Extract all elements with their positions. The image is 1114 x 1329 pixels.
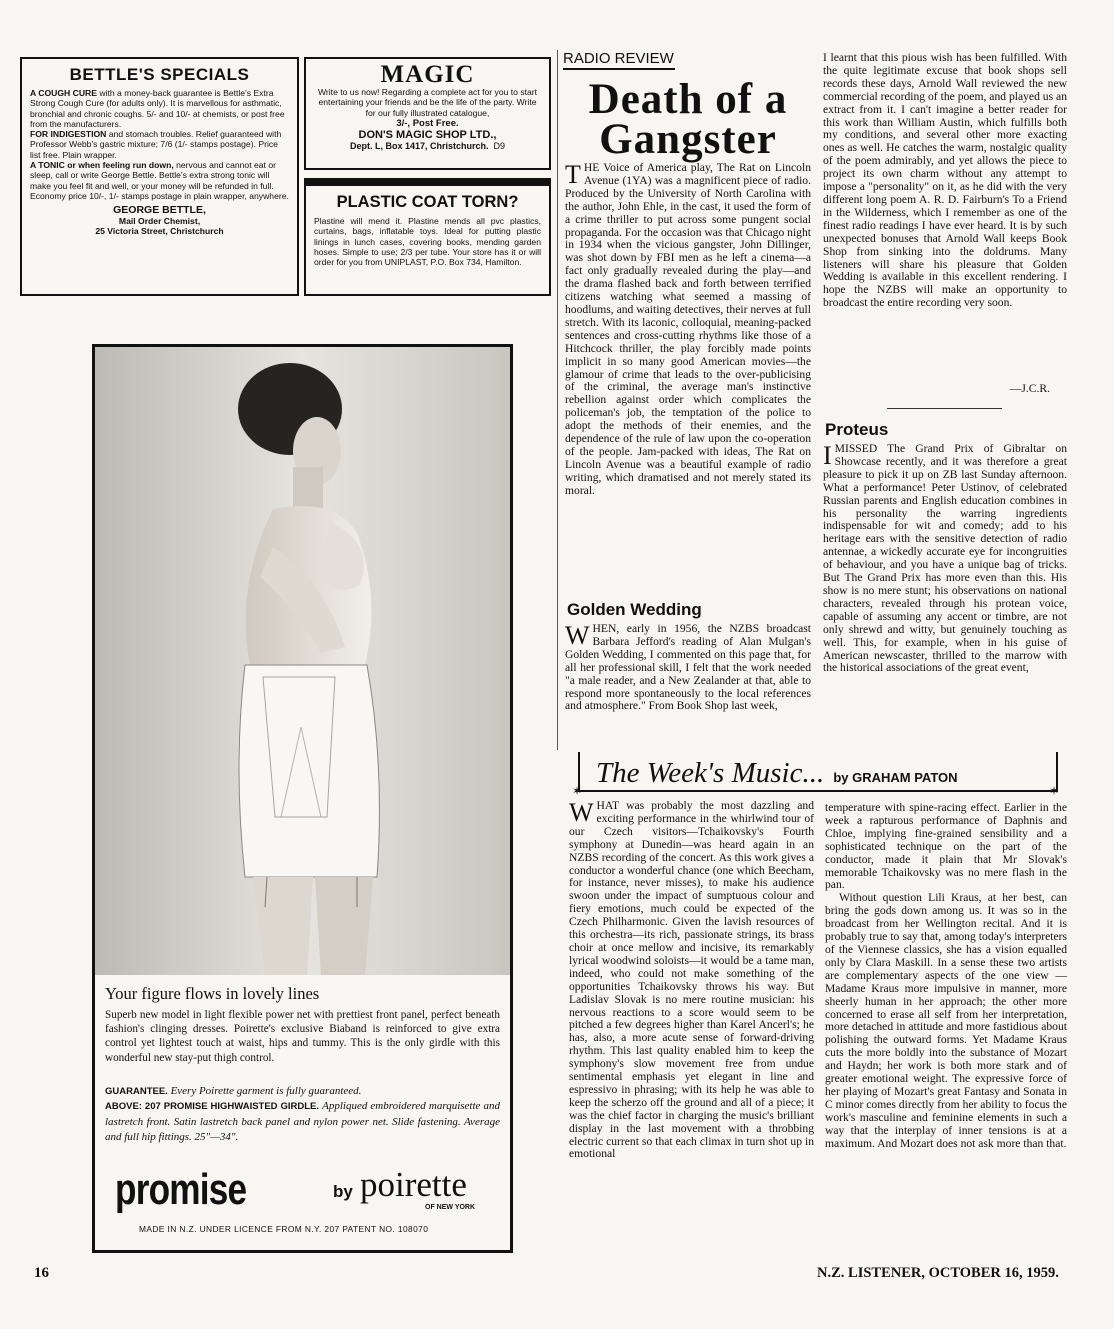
- model-illustration: [95, 347, 510, 975]
- poirette-body: Superb new model in light flexible power net with prettiest front panel, perfect beneath fashion's clinging dresses. Poirette's exclusive Biaband is reinforced to give extra control yet lightest touch at waist, hips and tummy. This is the only girdle with this wonderful new stay-put thigh control.: [105, 1009, 500, 1064]
- radio-headline-2: Gangster: [599, 116, 777, 163]
- magic-address-line: [314, 141, 541, 151]
- magic-code: D9: [493, 140, 506, 151]
- proteus-heading: Proteus: [825, 420, 889, 439]
- golden-wedding-heading: Golden Wedding: [567, 600, 702, 619]
- radio-signature: —J.C.R.: [1009, 382, 1050, 395]
- masthead: N.Z. LISTENER, OCTOBER 16, 1959.: [817, 1265, 1059, 1281]
- magic-price: 3/-, Post Free.: [396, 117, 459, 129]
- music-col1: [569, 800, 814, 1161]
- dropcap-w: W: [565, 621, 590, 650]
- magic-address: Dept. L, Box 1417, Christchurch.: [349, 140, 489, 151]
- bettle-title: BETTLE'S SPECIALS: [69, 65, 250, 84]
- proteus-p1: MISSED The Grand Prix of Gibraltar on Showcase recently, and it was therefore a great pleasure to pick it up on ZB last Sunday afternoon. What a performance! Peter Ustinov, of celebrated Russian parents and English education combines in his personality the warring ingredients indispensable for wit and comedy; add to his heritage ears with the sensitive detection of radio antennae, a wickedly accurate eye for incongruities of behaviour, and you have a unique bag of tricks. But The Grand Prix has more even than this. His show is no mere stunt; his observations on national characters, revealed through his protean voice, capable of assuming any accent or timbre, are not only shrewd and witty, but genuinely touching as well. This, for example, when in his guise of American newscaster, thrilled to the marrow with the historical associations of the great event,: [823, 442, 1067, 675]
- music-title: The Week's Music...: [596, 757, 825, 789]
- radio-col2: [823, 52, 1067, 310]
- girdle-photo: [95, 347, 510, 975]
- magic-text: Write to us now! Regarding a complete act for you to start entertaining your friends and be the life of the party. Write for our fully illustrated catalogue,: [317, 87, 538, 118]
- star-icon: ✶: [572, 784, 583, 798]
- star-icon: ✶: [1049, 784, 1060, 798]
- poirette-maker: poirette: [360, 1165, 467, 1204]
- golden-wedding-col: [565, 623, 811, 713]
- magic-ad: [304, 57, 551, 170]
- music-col2-p1: temperature with spine-racing effect. Earlier in the week a rapturous performance of Daphnis and Chloe, implying fine-grained sensibility and a sophisticated technique on the part of the conductor, made it plain that Mr Slovak's memorable Tchaikovsky was no mere flash in the pan.: [825, 801, 1067, 892]
- bettle-name: GEORGE BETTLE,: [113, 204, 206, 217]
- poirette-above: ABOVE: 207 PROMISE HIGHWAISTED GIRDLE. Appliqued embroidered marquisette and lastretch front. Satin lastretch back panel and nylon power net. Slide fastening. Average and full hip fittings. 25"—34".: [105, 1100, 500, 1143]
- radio-section-rule: [557, 50, 558, 750]
- music-col2-p2: Without question Lili Kraus, at her best, can bring the gods down among us. It was so in the broadcast from her Wellington recital. And it is probably true to say that, among today's interpreters of the Viennese classics, she has a vision equalled only by Clara Maskill. In a sense these two artists are complementary aspects of the one view —Madame Kraus more impulsive in manner, more sheerly human in her approach; the other more concerned to erase all self from her interpretation, more detached in attitude and more fastidious about polishing the outward forms. Yet Madame Kraus cuts the more boldly into the substance of Mozart and Haydn; her work is both more stark and of greater emotional weight. The expressive force of her playing of Mozart's great Fantasy and Sonata in C minor comes directly from her ability to focus the work's masculine and feminine elements in such a way that the interplay of inner tensions is at a maximum. And Mozart does not ask more than that.: [825, 891, 1067, 1150]
- magic-shop: DON'S MAGIC SHOP LTD.,: [358, 128, 497, 141]
- magic-title: MAGIC: [380, 61, 475, 88]
- signature-rule: [887, 408, 1002, 409]
- proteus-col: [823, 443, 1067, 675]
- plastic-text: Plastine will mend it. Plastine mends all pvc plastics, curtains, bags, inflatable toys. Ideal for putting plastic linings in lunch cases, covering books, mending garden hoses. Simple to use; 2/3 per tube. Your store has it or will order for you from UNIPLAST, P.O. Box 734, Hamilton.: [314, 216, 541, 268]
- bettle-item: A COUGH CURE with a money-back guarantee is Bettle's Extra Strong Cough Cure (for adults only). It is marvellous for asthmatic, bronchial and chronic coughs. 5/- and 10/- at chemists, or post free from the manufacturers.: [30, 88, 285, 129]
- poirette-brand: promise: [115, 1165, 247, 1214]
- golden-wedding-p1: HEN, early in 1956, the NZBS broadcast Barbara Jefford's reading of Alan Mulgan's Golden Wedding, I commented on this page that, for all her professional skill, I felt that the work needed "a male reader, and a New Zealander at that, able to respond more spontaneously to the local references and atmosphere." From Book Shop last week,: [565, 622, 811, 713]
- bettle-role: Mail Order Chemist,: [118, 216, 201, 227]
- poirette-maker-sub: OF NEW YORK: [425, 1204, 476, 1211]
- poirette-headline: Your figure flows in lovely lines: [105, 984, 320, 1003]
- dropcap-i: I: [823, 441, 832, 470]
- dropcap-t: T: [565, 160, 581, 189]
- radio-section-label: RADIO REVIEW: [563, 50, 674, 67]
- bettle-ad: [20, 57, 299, 296]
- music-byline: by GRAHAM PATON: [833, 770, 958, 785]
- music-col2: [825, 802, 1067, 1150]
- radio-headline-1: Death of a: [588, 76, 788, 123]
- poirette-by: by: [333, 1182, 353, 1201]
- bettle-item: A TONIC or when feeling run down, nervous and cannot eat or sleep, call or write George Bettle. Bettle's extra strong tonic will make you feel fit and well, or your money will be refunded in full. Economy price 10/-, 1/- stamps postage in plain wrapper, anywhere.: [30, 160, 289, 201]
- radio-col1-p1: HE Voice of America play, The Rat on Lincoln Avenue (1YA) was a magnificent piece of radio. Produced by the University of North Carolina with the author, John Ehle, in the cast, it used the form of a crime thriller to put across some pungent social propaganda. For the occasion was that Chicago night in 1934 when the vicious gangster, John Dillinger, was shot down by FBI men as he left a cinema—a fact only gradually revealed during the play—and the drama flashed back and forth between terrified citizens watching what seemed a massing of hoodlums, and waiting detectives, their nerves at full stretch. With its laconic, colloquial, meaning-packed sentences and cross-cutting rhythms like those of a Hitchcock thriller, the play forcibly made points implicit in so many good American movies—the glamour of crime that leads to the over-publicising of the criminal, the average man's instinctive rebellion against order which complicates the policeman's job, the temptation of the police to adopt the methods of their enemies, and the dependence of the rule of law upon the co-operation of the people. Jam-packed with ideas, The Rat on Lincoln Avenue was a beautiful example of radio writing, which dramatised and not merely stated its moral.: [565, 161, 811, 497]
- bettle-item: FOR INDIGESTION and stomach troubles. Relief guaranteed with Professor Webb's gastric mixture; 7/6 (1/- stamps postage). Price list free. Plain wrapper.: [30, 129, 282, 160]
- music-title-row: [596, 757, 958, 790]
- plastic-title: PLASTIC COAT TORN?: [336, 193, 519, 211]
- poirette-ad: [92, 344, 513, 1253]
- poirette-guarantee: GUARANTEE. Every Poirette garment is fully guaranteed.: [105, 1085, 362, 1097]
- radio-col2-p1: I learnt that this pious wish has been fulfilled. With the quite legitimate excuse that book shops sell records these days, Arnold Wall reviewed the new commercial recording of the poem, and played us an extract from it. I can't imagine a better reader for this work than William Austin, which fulfills both my conditions, and several other more exacting ones as well. He catches the warm, nostalgic quality of the poem admirably, and yet allows the piece to project its own charm without any attempt to impose a "personality" on it, as he did with the very different long poem A. R. D. Fairburn's To a Friend in the Wilderness, which I remember as one of the finest radio readings I have ever heard. It is by such unexpected bonuses that Arnold Wall keeps Book Shop from sinking into the doldrums. Many listeners will share his pleasure that Golden Wedding is available in this excellent rendering. I hope the NZBS will make an opportunity to broadcast the entire recording very soon.: [823, 51, 1067, 310]
- radio-col1: [565, 162, 811, 498]
- page-number: 16: [34, 1265, 49, 1281]
- poirette-licence: MADE IN N.Z. UNDER LICENCE FROM N.Y. 207 PATENT NO. 108070: [139, 1224, 429, 1234]
- radio-label-underline: [563, 68, 675, 70]
- bettle-address: 25 Victoria Street, Christchurch: [95, 226, 224, 237]
- plastic-ad: [304, 178, 551, 296]
- music-col1-p1: HAT was probably the most dazzling and exciting performance in the whirlwind tour of our Czech visitors—Tchaikovsky's Fourth symphony at Dunedin—was heard again in an NZBS recording of the concert. As this work gives a conductor a wonderful chance (one which Beecham, for instance, never misses), to make his audience swoon under the impact of sumptuous colour and fiery emotions, much could be expected of the Czech Philharmonic. Given the lavish resources of this orchestra—its rich, passionate strings, its brass choir at once mellow and incisive, its remarkably lyrical woodwind soloists—it would be a tame man, indeed, who could not make something of the opportunities Tchaikovsky throws his way. But Ladislav Slovak is no mere routine musician: his nervous reactions to a score would seem to be pitched a few degrees higher than Karel Ancerl's; he has, also, a more acute sense of forward-driving rhythm. This last quality enabled him to keep the symphony's slow movement free from undue sentimental emphasis yet elegant in line and espressivo in phrasing; with its help he was able to keep the scherzo off the ground and all of a piece; it was the chief factor in charging the music's brilliant display in the last movement with a throbbing electric current so that each climax in turn shot up in emotional: [569, 799, 814, 1161]
- dropcap-w2: W: [569, 798, 594, 827]
